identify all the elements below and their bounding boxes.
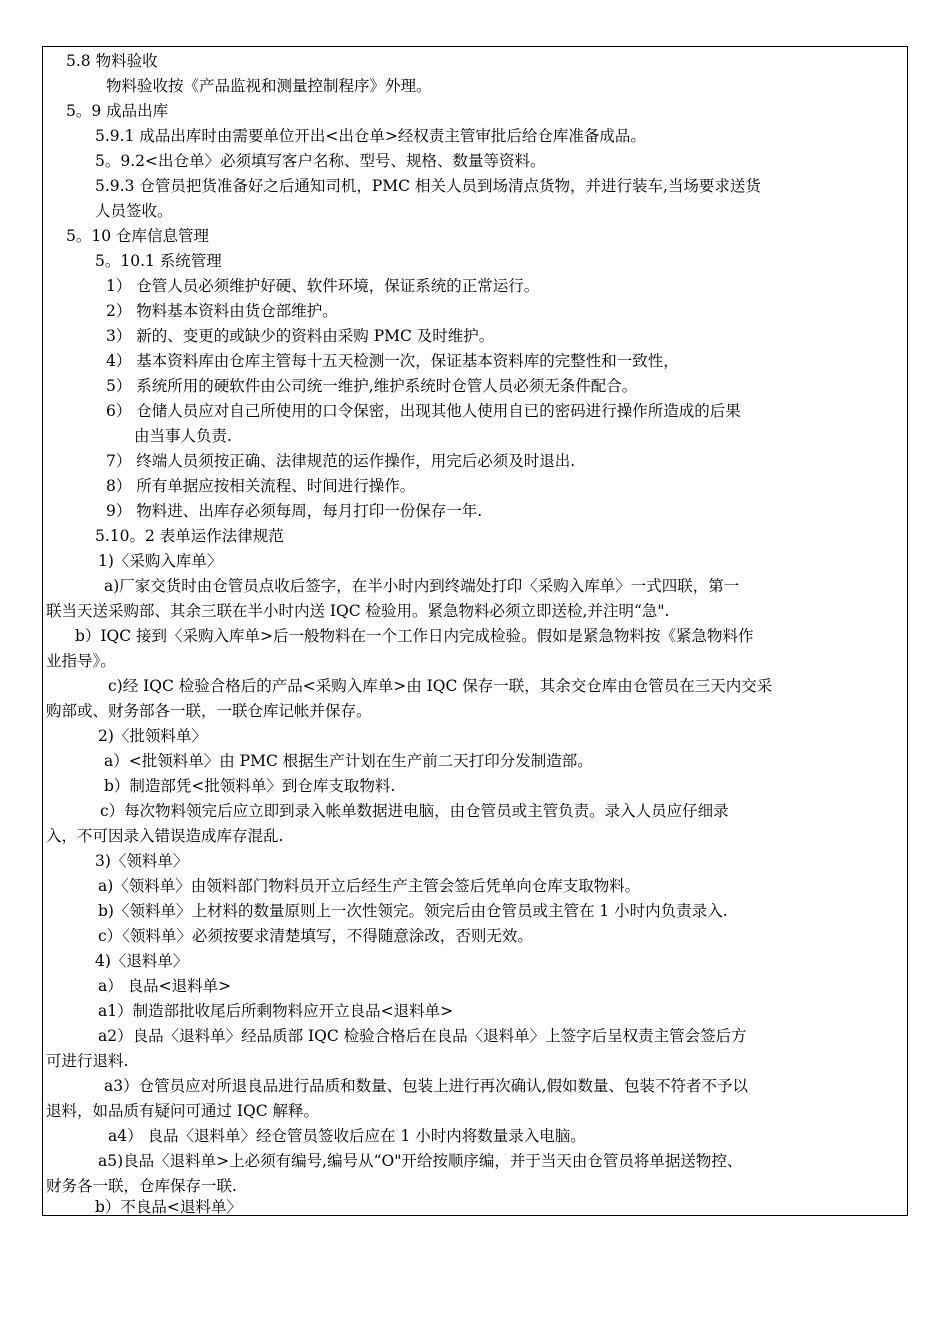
text-line: c）每次物料领完后应立即到录入帐单数据进电脑，由仓管员或主管负责。录入人员应仔细录: [100, 802, 729, 820]
text-line: 5。9.2<出仓单〉必须填写客户名称、型号、规格、数量等资料。: [95, 152, 546, 170]
text-line: 退料，如品质有疑问可通过 IQC 解释。: [46, 1102, 320, 1120]
text-line: a2）良品〈退料单〉经品质部 IQC 检验合格后在良品〈退料单〉上签字后呈权责主管会签后方: [98, 1027, 747, 1045]
text-line: a4） 良品〈退料单〉经仓管员签收后应在 1 小时内将数量录入电脑。: [108, 1127, 586, 1145]
text-line: a5)良品〈退料单>上必须有编号,编号从“O"开给按顺序编，并于当天由仓管员将单据送物控、: [98, 1152, 743, 1170]
subsection-heading: 5.10。2 表单运作法律规范: [95, 527, 284, 545]
text-line: c)经 IQC 检验合格后的产品<采购入库单>由 IQC 保存一联，其余交仓库由仓管员在三天内交采: [108, 677, 773, 695]
list-item: 2） 物料基本资料由货仓部维护。: [106, 302, 338, 320]
text-line: a3）仓管员应对所退良品进行品质和数量、包装上进行再次确认,假如数量、包装不符者不予以: [104, 1077, 749, 1095]
text-line: a） 良品<退料单>: [98, 977, 232, 995]
text-line: b)〈领料单〉上材料的数量原则上一次性领完。领完后由仓管员或主管在 1 小时内负责录入.: [98, 902, 728, 920]
text-line: 物料验收按《产品监视和测量控制程序》外理。: [106, 77, 432, 95]
text-line: a）<批领料单〉由 PMC 根据生产计划在生产前二天打印分发制造部。: [104, 752, 593, 770]
list-item: 8） 所有单据应按相关流程、时间进行操作。: [106, 477, 416, 495]
text-line: 5.9.1 成品出库时由需要单位开出<出仓单>经权责主管审批后给仓库准备成品。: [95, 127, 646, 145]
form-heading: 4)〈退料单〉: [95, 952, 189, 970]
list-item: 3） 新的、变更的或缺少的资料由采购 PMC 及时维护。: [106, 327, 495, 345]
form-heading: 2)〈批领料单〉: [98, 727, 207, 745]
list-item: 5） 系统所用的硬软件由公司统一维护,维护系统时仓管人员必须无条件配合。: [106, 377, 638, 395]
section-5-8-heading: 5.8 物料验收: [66, 52, 158, 70]
text-line: 业指导》。: [46, 652, 116, 670]
text-line: b）不良品<退料单〉: [95, 1198, 242, 1216]
text-line: 入，不可因录入错误造成库存混乱.: [46, 827, 284, 845]
text-line: c）〈领料单〉必须按要求清楚填写，不得随意涂改，否则无效。: [98, 927, 533, 945]
form-heading: 3)〈领料单〉: [95, 852, 189, 870]
text-line: b）制造部凭<批领料单〉到仓库支取物料.: [104, 777, 396, 795]
text-line: a)〈领料单〉由领料部门物料员开立后经生产主管会签后凭单向仓库支取物料。: [98, 877, 641, 895]
text-line: a1）制造部批收尾后所剩物料应开立良品<退料单>: [98, 1002, 454, 1020]
list-item-continuation: 由当事人负责.: [134, 427, 232, 445]
list-item: 6） 仓储人员应对自己所使用的口令保密，出现其他人使用自已的密码进行操作所造成的后果: [106, 402, 741, 420]
list-item: 9） 物料进、出库存必须每周，每月打印一份保存一年.: [106, 502, 483, 520]
text-line: 可进行退料.: [46, 1052, 129, 1070]
text-line: 人员签收。: [95, 202, 173, 220]
subsection-heading: 5。10.1 系统管理: [95, 252, 222, 270]
text-line: 5.9.3 仓管员把货准备好之后通知司机，PMC 相关人员到场清点货物，并进行装车,当场要求送货: [95, 177, 761, 195]
text-line: 购部或、财务部各一联，一联仓库记帐并保存。: [46, 702, 372, 720]
text-line: a)厂家交货时由仓管员点收后签字，在半小时内到终端处打印〈采购入库单〉一式四联，第一: [104, 577, 740, 595]
list-item: 1） 仓管人员必须维护好硬、软件环境，保证系统的正常运行。: [106, 277, 540, 295]
section-5-10-heading: 5。10 仓库信息管理: [66, 227, 210, 245]
list-item: 7） 终端人员须按正确、法律规范的运作操作，用完后必须及时退出.: [106, 452, 576, 470]
list-item: 4） 基本资料库由仓库主管每十五天检测一次，保证基本资料库的完整性和一致性，: [106, 352, 679, 370]
section-5-9-heading: 5。9 成品出库: [66, 102, 169, 120]
text-line: 联当天送采购部、其余三联在半小时内送 IQC 检验用。紧急物料必须立即送检,并注明“急".: [46, 602, 670, 620]
text-line: 财务各一联，仓库保存一联.: [46, 1177, 237, 1195]
text-line: b）IQC 接到〈采购入库单>后一般物料在一个工作日内完成检验。假如是紧急物料按《紧急物料作: [75, 627, 754, 645]
form-heading: 1)〈采购入库单〉: [98, 552, 223, 570]
